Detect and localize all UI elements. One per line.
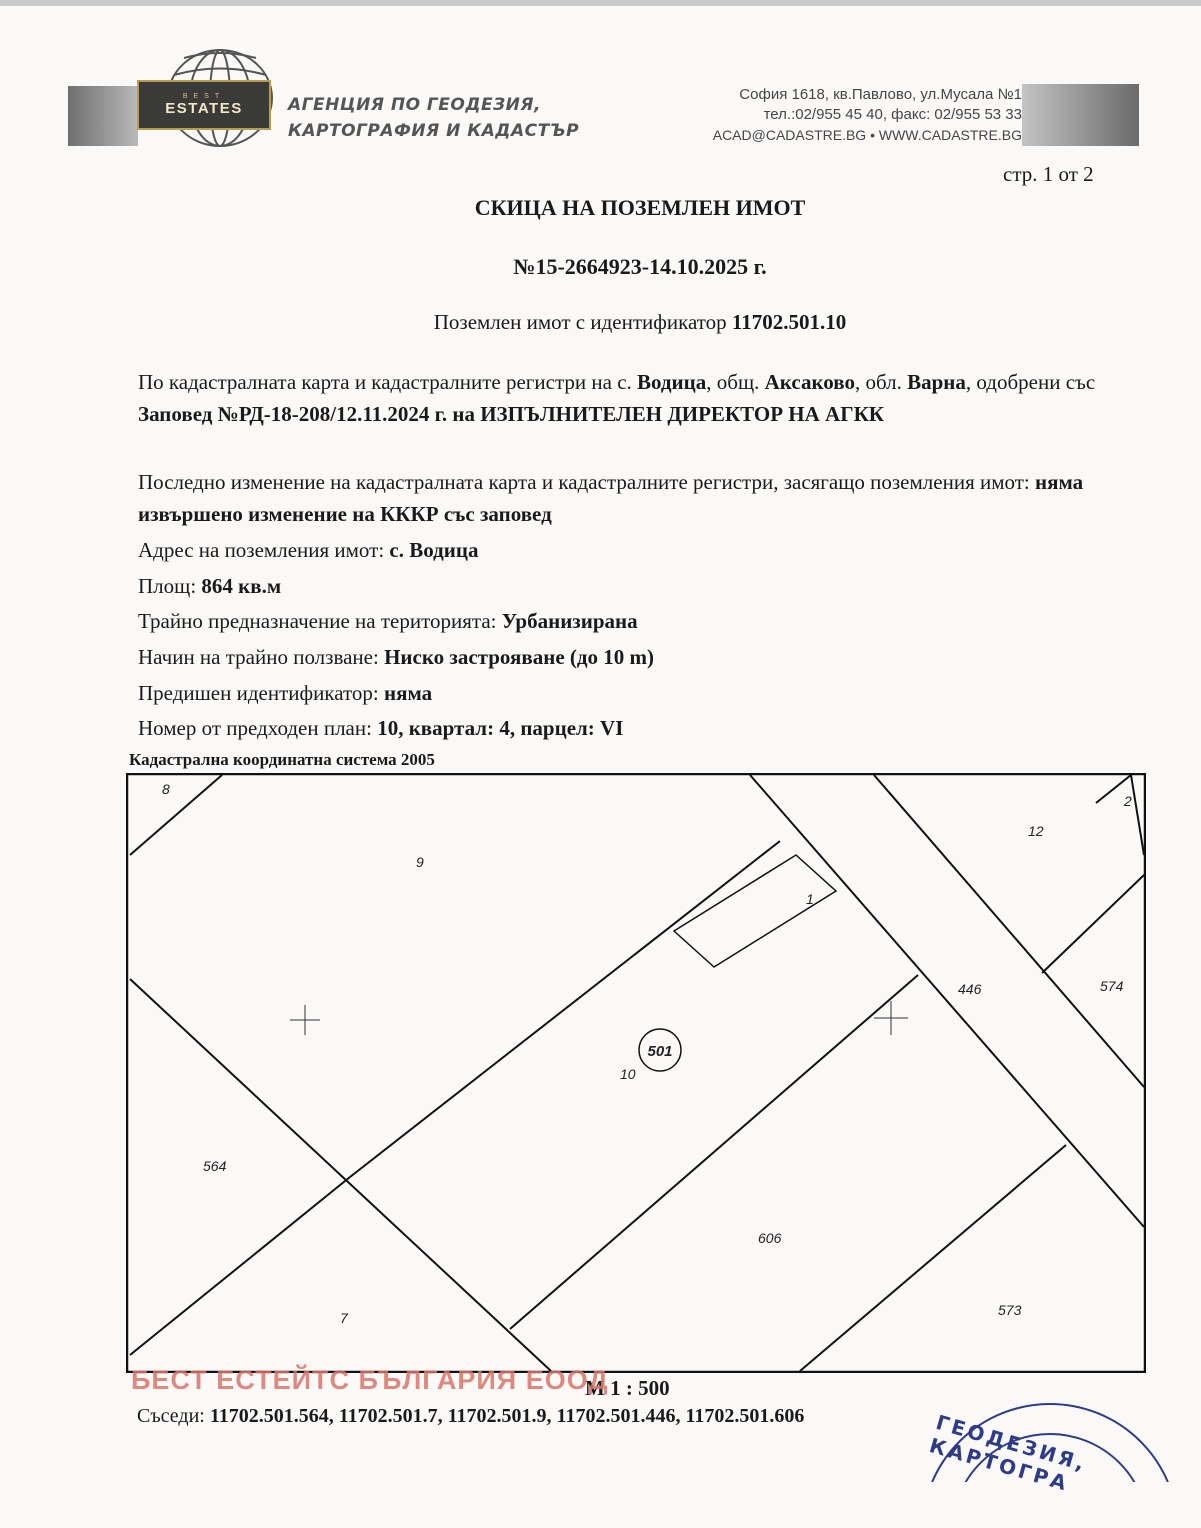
field-value: 864 кв.м bbox=[201, 574, 282, 598]
identifier-value: 11702.501.10 bbox=[731, 310, 847, 334]
parcel-label: 2 bbox=[1124, 793, 1132, 809]
building-1 bbox=[674, 855, 836, 967]
agency-phones: тел.:02/955 45 40, факс: 02/955 53 33 bbox=[763, 106, 1022, 123]
field-label: Номер от предходен план: bbox=[138, 716, 372, 740]
parcel-label: 606 bbox=[758, 1230, 782, 1246]
boundary-10-606 bbox=[510, 975, 918, 1329]
cadastre-text-2: , общ. bbox=[706, 370, 760, 394]
parcel-label: 8 bbox=[162, 781, 170, 797]
boundary-parcel-2 bbox=[1096, 775, 1144, 855]
approval-order: Заповед №РД-18-208/12.11.2024 г. на ИЗПЪЛНИТЕЛЕН ДИРЕКТОР НА АГКК bbox=[138, 402, 885, 426]
field-label: Адрес на поземления имот: bbox=[138, 538, 385, 562]
parcel-label: 7 bbox=[340, 1310, 348, 1326]
field-purpose bbox=[138, 605, 1138, 637]
best-estates-logo bbox=[137, 80, 271, 130]
agency-name bbox=[288, 92, 579, 144]
cadastre-paragraph bbox=[138, 366, 1138, 430]
agency-web: ACAD@CADASTRE.BG • WWW.CADASTRE.BG bbox=[712, 127, 1022, 143]
field-area bbox=[138, 570, 1138, 602]
last-change-label: Последно изменение на кадастралната карта и кадастралните регистри, засягащо поземления имот: bbox=[138, 470, 1030, 494]
cadastre-text-4: , bbox=[965, 370, 972, 394]
logo-estates-text: ESTATES bbox=[165, 100, 243, 117]
parcel-label: 12 bbox=[1028, 823, 1044, 839]
cadastre-text-5: одобрени със bbox=[976, 370, 1096, 394]
field-value: Ниско застрояване (до 10 m) bbox=[384, 645, 654, 669]
agency-watermark: БЕСТ ЕСТЕЙТС БЪЛГАРИЯ ЕООД bbox=[131, 1365, 609, 1395]
agency-line-1: АГЕНЦИЯ ПО ГЕОДЕЗИЯ, bbox=[288, 95, 541, 115]
parcel-label: 446 bbox=[958, 981, 982, 997]
parcel-label: 574 bbox=[1100, 978, 1124, 994]
stamp-text: ГЕОДЕЗИЯ, КАРТОГРА bbox=[926, 1410, 1090, 1496]
block-label: 501 bbox=[647, 1043, 673, 1060]
field-value: няма bbox=[384, 681, 433, 705]
field-label: Трайно предназначение на територията: bbox=[138, 609, 497, 633]
boundary-564-7-south bbox=[130, 1177, 350, 1355]
field-usage bbox=[138, 641, 1138, 673]
identifier-line bbox=[0, 310, 1201, 335]
field-previous-plan bbox=[138, 712, 1138, 744]
municipality-name: Аксаково bbox=[764, 370, 855, 394]
field-label: Предишен идентификатор: bbox=[138, 681, 379, 705]
parcel-label: 573 bbox=[998, 1302, 1022, 1318]
cadastre-text-1: По кадастралната карта и кадастралните регистри на с. bbox=[138, 370, 632, 394]
village-name: Водица bbox=[637, 370, 707, 394]
neighbours-line bbox=[137, 1405, 804, 1428]
boundary-9-10 bbox=[350, 841, 780, 1177]
field-value: Урбанизирана bbox=[501, 609, 638, 633]
identifier-label: Поземлен имот с идентификатор bbox=[433, 310, 727, 334]
neighbours-label: Съседи: bbox=[137, 1405, 205, 1427]
boundary-446-574 bbox=[874, 775, 1144, 1087]
parcel-label: 9 bbox=[416, 854, 424, 870]
document-number: №15-2664923-14.10.2025 г. bbox=[513, 254, 767, 279]
document-title: СКИЦА НА ПОЗЕМЛЕН ИМОТ bbox=[474, 195, 806, 220]
field-value: 10, квартал: 4, парцел: VI bbox=[377, 716, 624, 740]
letterhead-band-left bbox=[68, 86, 138, 146]
page-number: стр. 1 от 2 bbox=[1003, 162, 1094, 186]
agency-address: София 1618, кв.Павлово, ул.Мусала №1 bbox=[739, 86, 1022, 103]
coordinate-system-title: Кадастрална координатна система 2005 bbox=[129, 750, 435, 769]
parcel-label: 564 bbox=[203, 1158, 227, 1174]
map-frame bbox=[127, 774, 1145, 1372]
field-label: Площ: bbox=[138, 574, 197, 598]
field-label: Начин на трайно ползване: bbox=[138, 645, 379, 669]
boundary-10-446 bbox=[750, 775, 1144, 1227]
field-address bbox=[138, 534, 1138, 566]
boundary-446-12 bbox=[1042, 875, 1144, 973]
letterhead-band-right bbox=[1022, 84, 1139, 146]
cadastral-map bbox=[126, 773, 1146, 1373]
map-scale: М 1 : 500 bbox=[585, 1376, 670, 1400]
region-name: Варна bbox=[907, 370, 966, 394]
field-previous-id bbox=[138, 677, 1138, 709]
agency-contacts bbox=[690, 85, 1022, 145]
logo-best-text: BEST bbox=[182, 93, 226, 100]
boundary-606-573 bbox=[800, 1145, 1066, 1371]
top-border bbox=[0, 0, 1201, 6]
last-change-value: няма извършено изменение на КККР със заповед bbox=[138, 470, 1084, 526]
neighbours-value: 11702.501.564, 11702.501.7, 11702.501.9, 11702.501.446, 11702.501.606 bbox=[209, 1405, 805, 1427]
parcel-label: 10 bbox=[620, 1066, 636, 1082]
cadastre-text-3: , обл. bbox=[854, 370, 902, 394]
agency-line-2: КАРТОГРАФИЯ И КАДАСТЪР bbox=[288, 121, 580, 141]
last-change-paragraph bbox=[138, 466, 1138, 530]
field-value: с. Водица bbox=[389, 538, 479, 562]
parcel-label: 1 bbox=[806, 891, 814, 907]
boundary-8-9 bbox=[130, 775, 222, 855]
